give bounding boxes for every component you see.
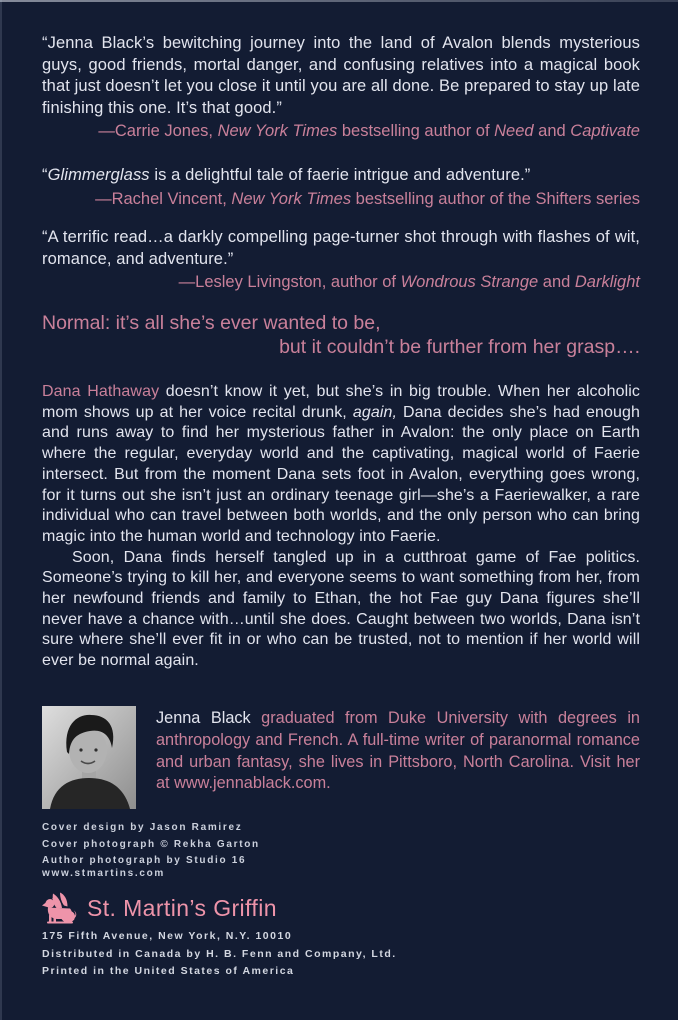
scan-edge-top <box>0 0 678 2</box>
credit-line-cover-design: Cover design by Jason Ramirez <box>42 822 243 833</box>
author-bio <box>42 706 640 809</box>
publisher-distribution: Distributed in Canada by H. B. Fenn and Company, Ltd. <box>42 947 397 960</box>
quote-text: “Jenna Black’s bewitching journey into the land of Avalon blends mysterious guys, good friends, mortal danger, and confusing relatives into a magical book that just doesn’t let you close it until you are all done. Be prepared to stay up late finishing this one. It’s that good.” <box>42 34 640 117</box>
review-quote-2 <box>42 165 640 210</box>
publisher-logo-row <box>42 892 640 925</box>
author-bio-text: Jenna Black graduated from Duke University with degrees in anthropology and French. A full-time writer of paranormal romance and urban fantasy, she lives in Pittsboro, North Carolina. Visit her at www.jennablack.com. <box>156 709 640 793</box>
publisher-website-url: www.stmartins.com <box>42 868 165 879</box>
tagline-line-2: but it couldn’t be further from her grasp…. <box>279 335 640 358</box>
quote-attribution: —Lesley Livingston, author of Wondrous Strange and Darklight <box>178 273 640 291</box>
review-quote-3 <box>42 227 640 294</box>
griffin-logo-icon <box>42 892 78 925</box>
tagline-line-1: Normal: it’s all she’s ever wanted to be, <box>42 312 381 334</box>
synopsis-paragraph-2: Soon, Dana finds herself tangled up in a cutthroat game of Fae politics. Someone’s trying to kill her, and everyone seems to want something from her, from her newfound friends and family to Ethan, the hot Fae guy Dana figures she’ll never have a chance with…until she does. Caught between two worlds, Dana isn’t sure where she’ll ever fit in or who can be trusted, not to mention if her world will ever be normal again. <box>42 548 640 670</box>
publisher-printed: Printed in the United States of America <box>42 965 295 978</box>
synopsis-paragraph-1: Dana Hathaway doesn’t know it yet, but she’s in big trouble. When her alcoholic mom shows up at her voice recital drunk, again, Dana decides she’s had enough and runs away to find her mysterious father in Avalon: the only place on Earth where the regular, everyday world and the captivating, magical world of Faerie intersect. But from the moment Dana sets foot in Avalon, everything goes wrong, for it turns out she isn’t just an ordinary teenage girl—she’s a Faeriewalker, a rare individual who can travel between both worlds, and the only person who can bring magic into the human world and technology into Faerie. <box>42 383 640 545</box>
quote-attribution: —Carrie Jones, New York Times bestselling author of Need and Captivate <box>98 122 640 140</box>
credit-line-cover-photo: Cover photograph © Rekha Garton <box>42 838 260 850</box>
scan-edge-left <box>0 0 2 1020</box>
publisher-address-block <box>42 928 640 981</box>
author-photo <box>42 706 136 809</box>
publisher-name: St. Martin’s Griffin <box>87 895 277 921</box>
publisher-address: 175 Fifth Avenue, New York, N.Y. 10010 <box>42 930 293 942</box>
credit-line-author-photo: Author photograph by Studio 16 <box>42 855 247 866</box>
review-quote-1 <box>42 33 640 143</box>
tagline <box>42 312 640 358</box>
quote-text: “Glimmerglass is a delightful tale of faerie intrigue and adventure.” <box>42 166 531 184</box>
quote-text: “A terrific read…a darkly compelling page-turner shot through with flashes of wit, romance, and adventure.” <box>42 228 640 268</box>
quote-attribution: —Rachel Vincent, New York Times bestselling author of the Shifters series <box>95 189 640 208</box>
credits <box>42 820 640 870</box>
synopsis <box>42 382 640 672</box>
publisher-website <box>42 867 640 881</box>
